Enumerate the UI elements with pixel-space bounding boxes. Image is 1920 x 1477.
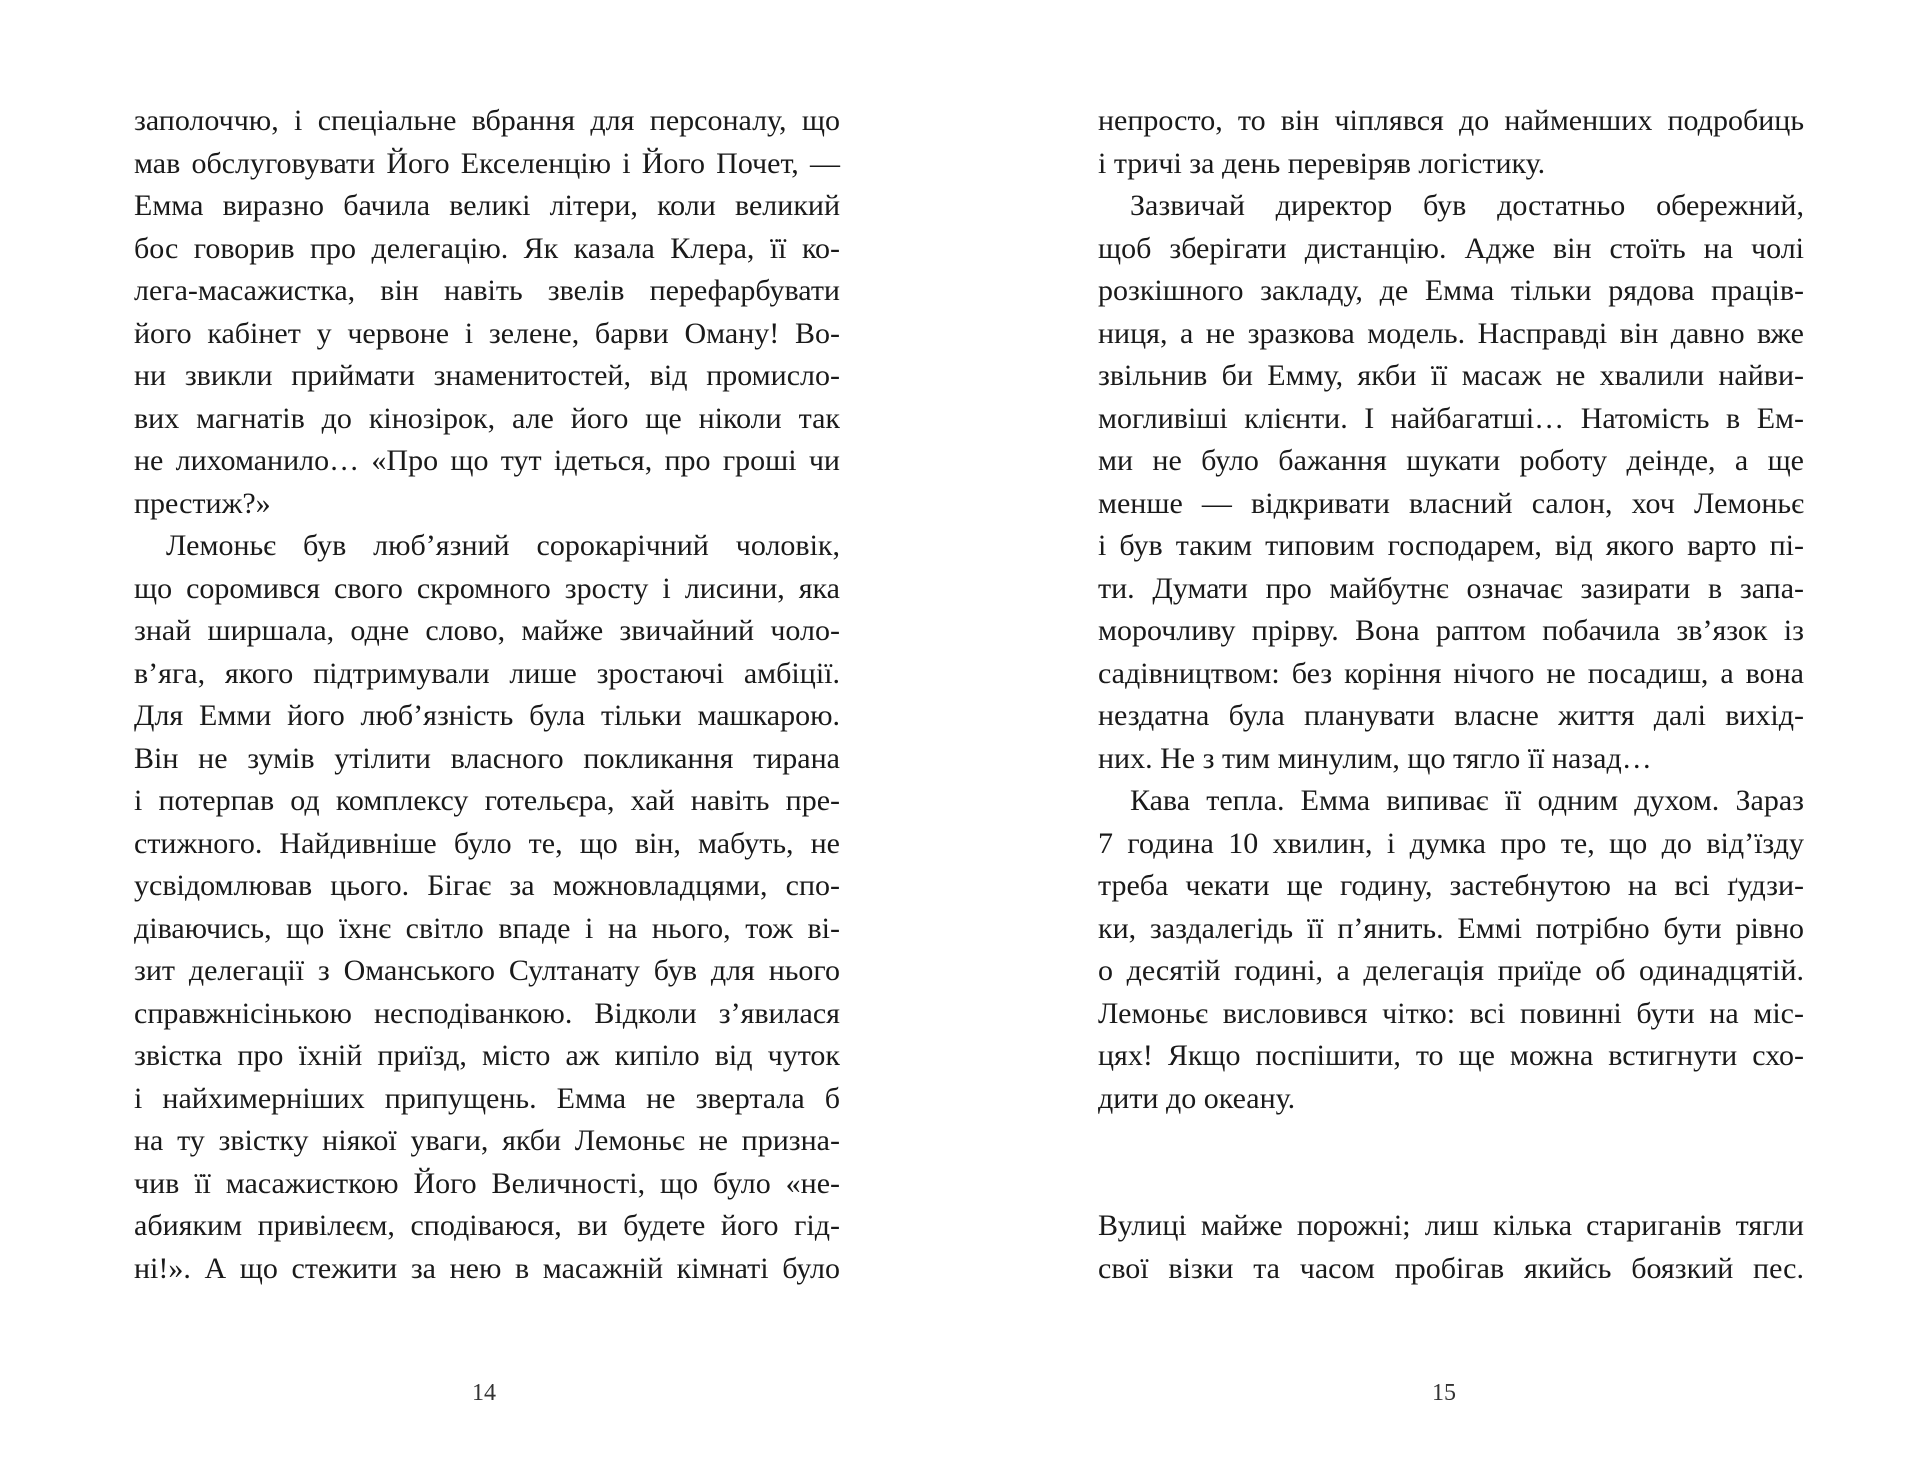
text-line: ниця, а не зразкова модель. Насправді він давно вже bbox=[1098, 316, 1804, 350]
text-line: ни звикли приймати знаменитостей, від промисло- bbox=[134, 359, 840, 392]
text-line: Зазвичай директор був достатньо обережний, bbox=[1130, 189, 1804, 222]
text-line: не лихоманило… «Про що тут ідеться, про гроші чи bbox=[134, 444, 840, 477]
text-line: Вулиці майже порожні; лиш кілька стариганів тягли bbox=[1098, 1209, 1804, 1242]
text-line: розкішного закладу, де Емма тільки рядова праців- bbox=[1098, 274, 1804, 307]
text-line: і потерпав од комплексу готельєра, хай навіть пре- bbox=[134, 784, 840, 817]
text-line: престиж?» bbox=[134, 486, 271, 520]
text-line: садівництвом: без коріння нічого не посадиш, а вона bbox=[1098, 656, 1804, 690]
text-line: Лемоньє був люб’язний сорокарічний чоловік, bbox=[166, 529, 840, 562]
text-line: зит делегації з Оманського Султанату був для нього bbox=[134, 954, 840, 987]
text-line: абияким привілеєм, сподіваюся, ви будете його гід- bbox=[134, 1209, 840, 1242]
text-line: знай ширшала, одне слово, майже звичайний чоло- bbox=[134, 614, 840, 647]
text-line: ти. Думати про майбутнє означає зазирати в запа- bbox=[1098, 571, 1804, 605]
text-line: о десятій годині, а делегація приїде об одинадцятій. bbox=[1098, 954, 1804, 987]
text-line: мав обслуговувати Його Екселенцію і Його Почет, — bbox=[134, 146, 840, 180]
text-line: легa-масажистка, він навіть звелів перефарбувати bbox=[134, 274, 840, 307]
text-line: заполоччю, і спеціальне вбрання для персоналу, що bbox=[134, 104, 840, 137]
text-line: і тричі за день перевіряв логістику. bbox=[1098, 146, 1546, 180]
text-line: усвідомлював цього. Бігає за можновладцями, спо- bbox=[134, 869, 840, 902]
text-line: Кава тепла. Емма випиває її одним духом. Зараз bbox=[1130, 784, 1804, 817]
text-line: морочливу прірву. Вона раптом побачила зв’язок із bbox=[1098, 614, 1804, 647]
text-line: звільнив би Емму, якби її масаж не хвалили найви- bbox=[1098, 359, 1804, 392]
text-line: ки, заздалегідь її п’янить. Еммі потрібно бути рівно bbox=[1098, 911, 1804, 945]
text-line: нездатна була планувати власне життя далі вихід- bbox=[1098, 699, 1804, 732]
page-number: 15 bbox=[1432, 1380, 1456, 1406]
right-page-text bbox=[1098, 100, 1804, 1290]
text-line: менше — відкривати власний салон, хоч Лемоньє bbox=[1098, 486, 1804, 520]
text-line: бос говорив про делегацію. Як казала Клера, її ко- bbox=[134, 231, 840, 265]
text-line: Для Емми його люб’язність була тільки машкарою. bbox=[134, 699, 840, 732]
text-line: цях! Якщо поспішити, то ще можна встигнути схо- bbox=[1098, 1039, 1804, 1072]
text-line: ми не було бажання шукати роботу деінде, а ще bbox=[1098, 444, 1804, 477]
text-line: і найхимерніших припущень. Емма не звертала б bbox=[134, 1081, 840, 1115]
text-line: них. Не з тим минулим, що тягло її назад… bbox=[1098, 741, 1652, 775]
text-line: на ту звістку ніякої уваги, якби Лемоньє не призна- bbox=[134, 1124, 840, 1157]
text-line: діваючись, що їхнє світло впаде і на нього, тож ві- bbox=[134, 911, 840, 945]
right-page bbox=[960, 0, 1920, 1477]
page-number: 14 bbox=[472, 1380, 496, 1406]
text-line: непросто, то він чіплявся до найменших подробиць bbox=[1098, 104, 1804, 137]
text-line: чив її масажисткою Його Величності, що було «не- bbox=[134, 1166, 840, 1200]
text-line: Емма виразно бачила великі літери, коли великий bbox=[134, 189, 840, 222]
text-line: дити до океану. bbox=[1098, 1081, 1296, 1115]
text-line: свої візки та часом пробігав якийсь боязкий пес. bbox=[1098, 1251, 1804, 1285]
text-line: могливіші клієнти. І найбагатші… Натомість в Ем- bbox=[1098, 401, 1804, 435]
text-line: ні!». А що стежити за нею в масажній кімнаті було bbox=[134, 1251, 840, 1285]
text-line: Він не зумів утілити власного покликання тирана bbox=[134, 741, 840, 775]
text-line: треба чекати ще годину, застебнутою на всі ґудзи- bbox=[1098, 869, 1804, 902]
text-line: щоб зберігати дистанцію. Адже він стоїть на чолі bbox=[1098, 231, 1804, 265]
text-line: в’яга, якого підтримували лише зростаючі амбіції. bbox=[134, 656, 840, 690]
text-line: що соромився свого скромного зросту і лисини, яка bbox=[134, 571, 840, 605]
text-line: вих магнатів до кінозірок, але його ще ніколи так bbox=[134, 401, 840, 435]
text-line: Лемоньє висловився чітко: всі повинні бути на міс- bbox=[1098, 996, 1804, 1030]
section-break bbox=[1098, 1120, 1804, 1205]
left-page-text bbox=[134, 100, 840, 1290]
text-line: звістка про їхній приїзд, місто аж кипіло від чуток bbox=[134, 1039, 840, 1072]
text-line: і був таким типовим господарем, від якого варто пі- bbox=[1098, 529, 1804, 562]
text-line: справжнісінькою несподіванкою. Відколи з’явилася bbox=[134, 996, 840, 1030]
text-line: стижного. Найдивніше було те, що він, мабуть, не bbox=[134, 826, 840, 860]
text-line: 7 година 10 хвилин, і думка про те, що до від’їзду bbox=[1098, 826, 1804, 860]
text-line: його кабінет у червоне і зелене, барви Оману! Во- bbox=[134, 316, 840, 350]
